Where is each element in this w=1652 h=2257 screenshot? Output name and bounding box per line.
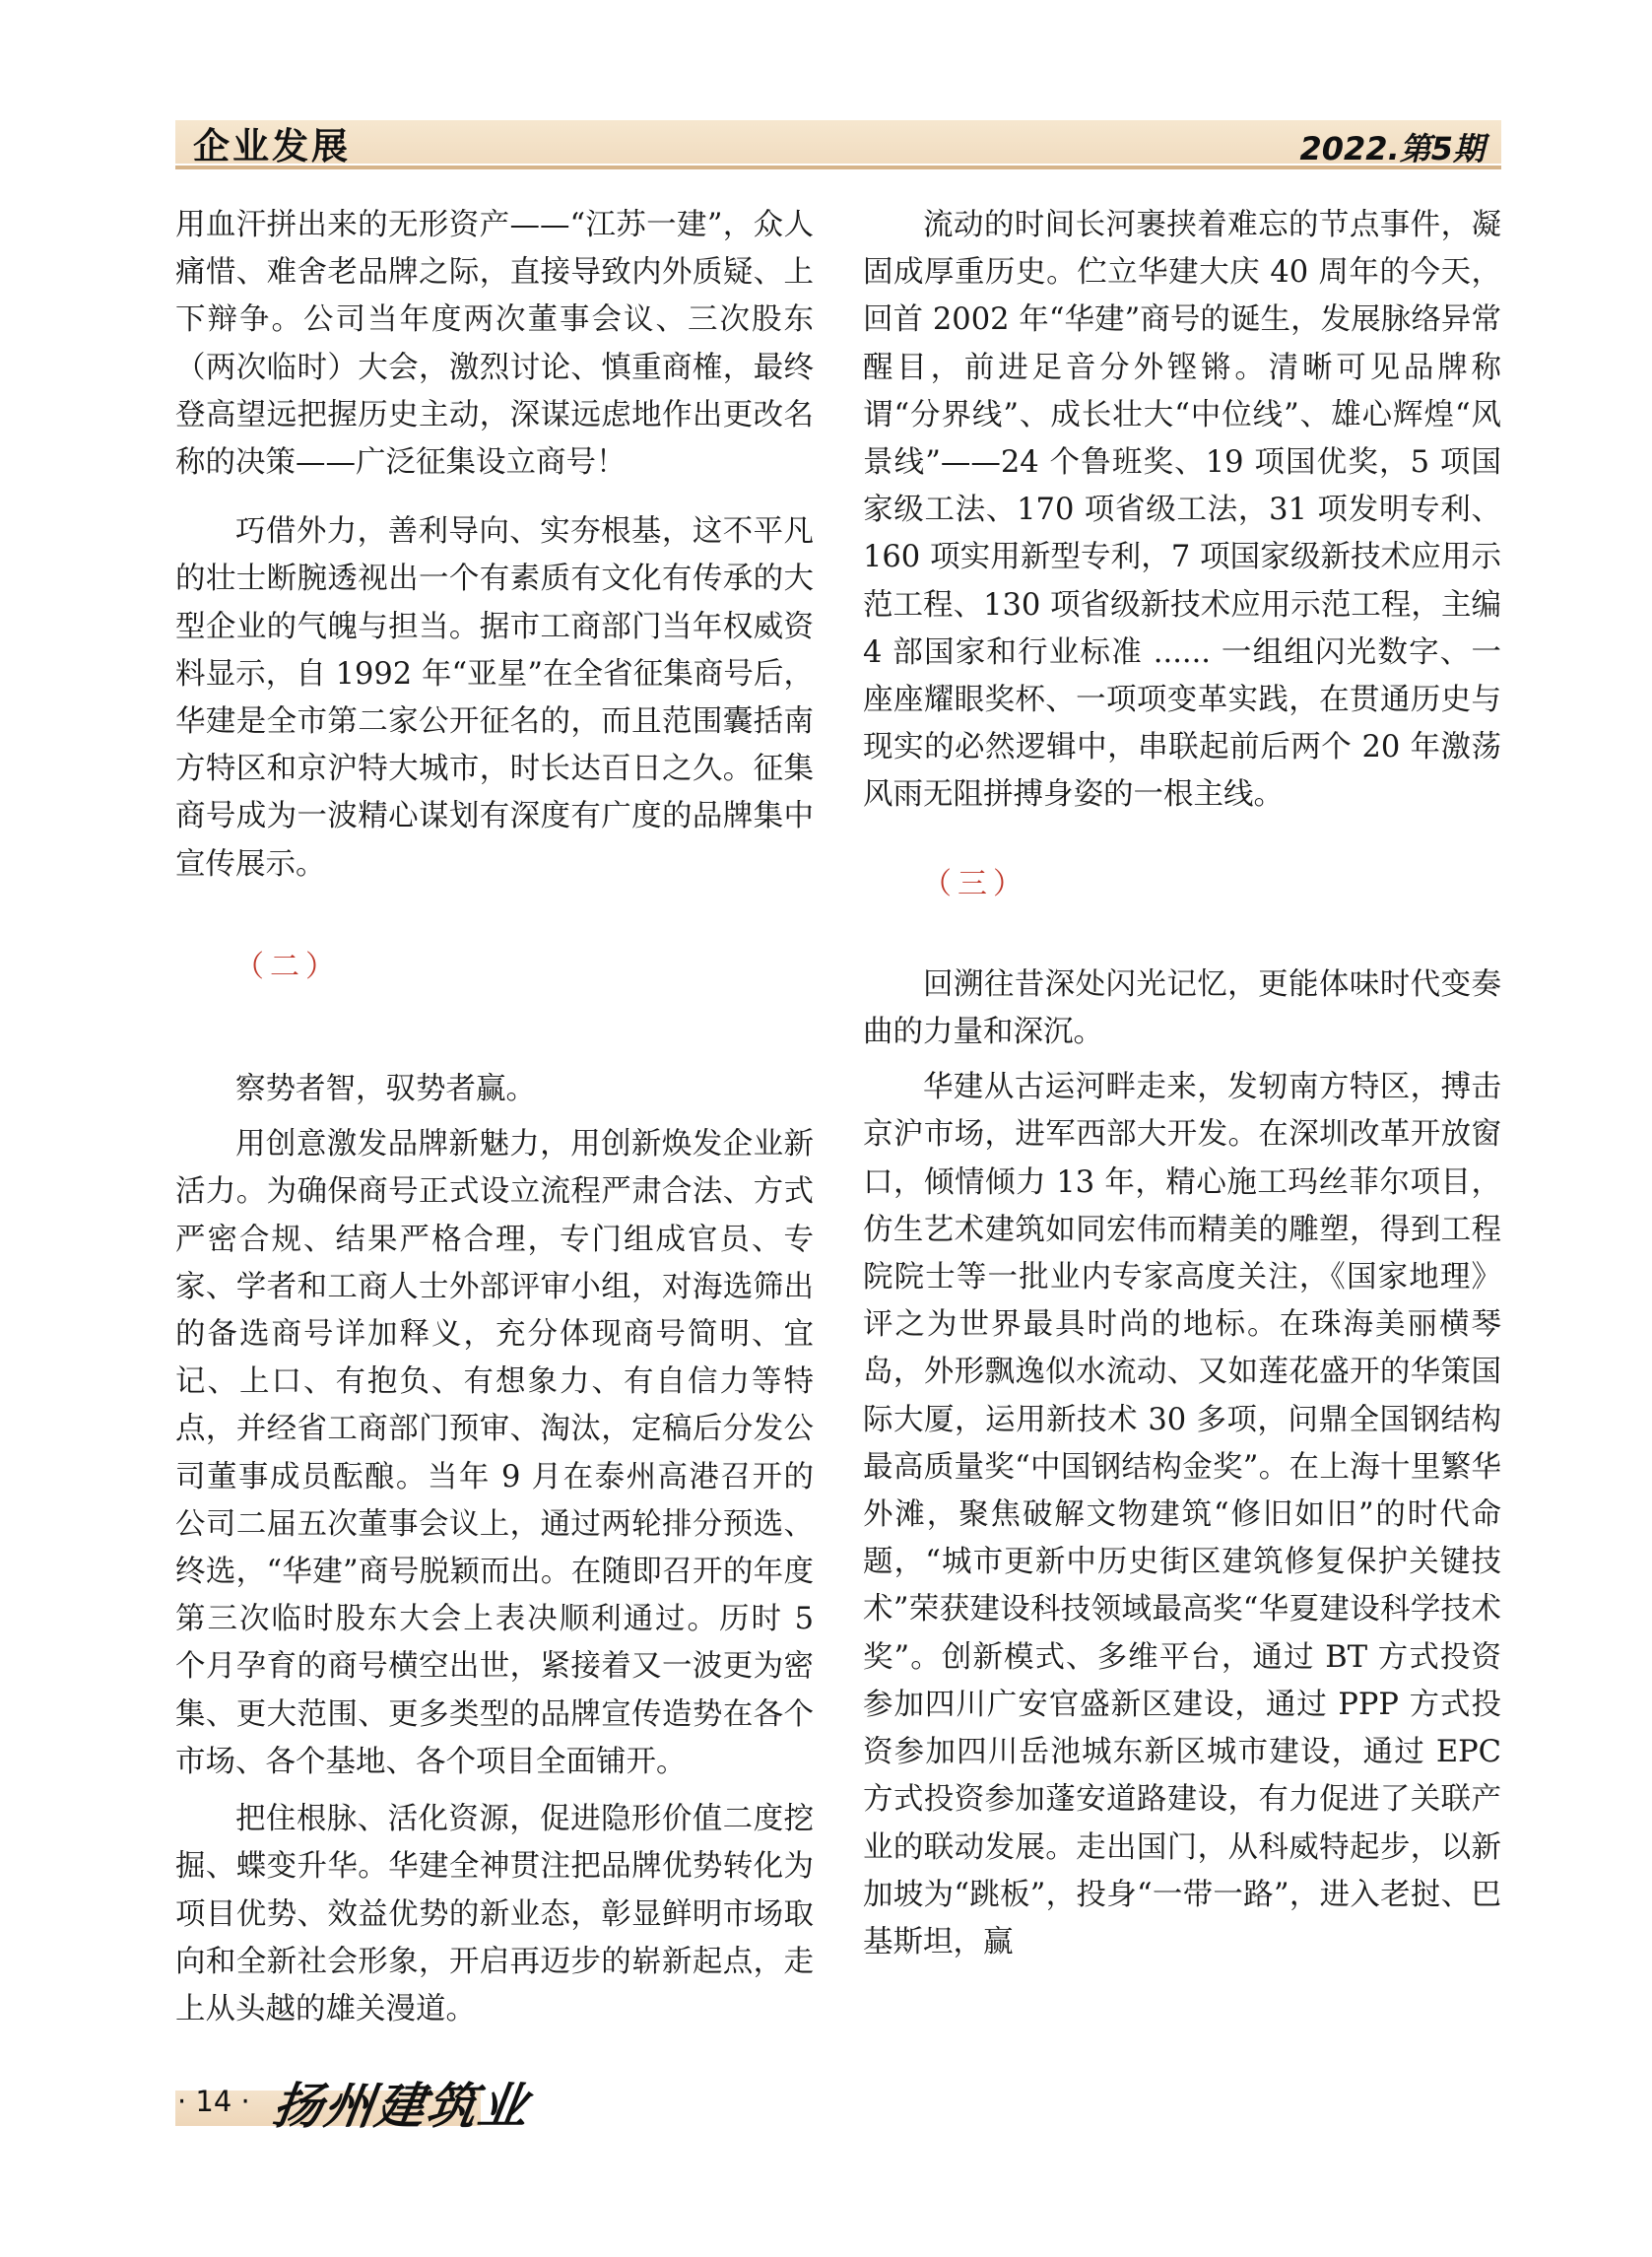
section-heading: （二） [234, 949, 341, 984]
right-column [863, 202, 1501, 1966]
paragraph: 流动的时间长河裹挟着难忘的节点事件，凝固成厚重历史。伫立华建大庆 40 周年的今天，回首 2002 年“华建”商号的诞生，发展脉络异常醒目，前进足音分外铿锵。清晰可见品牌称谓“分界线”、成长壮大“中位线”、雄心辉煌“风景线”——24 个鲁班奖、19 项国优奖，5 项国家级工法、170 项省级工法，31 项发明专利、160 项实用新型专利，7 项国家级新技术应用示范工程、130 项省级新技术应用示范工程，主编 4 部国家和行业标准 ...... 一组组闪光数字、一座座耀眼奖杯、一项项变革实践，在贯通历史与现实的必然逻辑中，串联起前后两个 20 年激荡风雨无阻拼搏身姿的一根主线。 [863, 208, 1501, 813]
paragraph: 察势者智，驭势者赢。 [235, 1072, 536, 1107]
section-heading: （三） [922, 866, 1028, 901]
paragraph: 巧借外力，善利导向、实夯根基，这不平凡的壮士断腕透视出一个有素质有文化有传承的大型企业的气魄与担当。据市工商部门当年权威资料显示，自 1992 年“亚星”在全省征集商号后，华建是全市第二家公开征名的，而且范围囊括南方特区和京沪特大城市，时长达百日之久。征集商号成为一波精心谋划有深度有广度的品牌集中宣传展示。 [175, 514, 814, 882]
paragraph: 回溯往昔深处闪光记忆，更能体味时代变奏曲的力量和深沉。 [863, 966, 1501, 1050]
page-number: · 14 · [177, 2085, 250, 2118]
paragraph: 用血汗拼出来的无形资产——“江苏一建”，众人痛惜、难舍老品牌之际，直接导致内外质疑、上下辩争。公司当年度两次董事会议、三次股东（两次临时）大会，激烈讨论、慎重商榷，最终登高望远把握历史主动，深谋远虑地作出更改名称的决策——广泛征集设立商号！ [175, 208, 814, 481]
magazine-logo: 扬州建筑业 [269, 2077, 534, 2135]
paragraph: 把住根脉、活化资源，促进隐形价值二度挖掘、蝶变升华。华建全神贯注把品牌优势转化为项目优势、效益优势的新业态，彰显鲜明市场取向和全新社会形象，开启再迈步的崭新起点，走上从头越的雄关漫道。 [175, 1802, 814, 2026]
paragraph: 华建从古运河畔走来，发轫南方特区，搏击京沪市场，进军西部大开发。在深圳改革开放窗口，倾情倾力 13 年，精心施工玛丝菲尔项目，仿生艺术建筑如同宏伟而精美的雕塑，得到工程院院士等一批业内专家高度关注，《国家地理》评之为世界最具时尚的地标。在珠海美丽横琴岛，外形飘逸似水流动、又如莲花盛开的华策国际大厦，运用新技术 30 多项，问鼎全国钢结构最高质量奖“中国钢结构金奖”。在上海十里繁华外滩，聚焦破解文物建筑“修旧如旧”的时代命题，“城市更新中历史街区建筑修复保护关键技术”荣获建设科技领域最高奖“华夏建设科学技术奖”。创新模式、多维平台，通过 BT 方式投资参加四川广安官盛新区建设，通过 PPP 方式投资参加四川岳池城东新区城市建设，通过 EPC 方式投资参加蓬安道路建设，有力促进了关联产业的联动发展。走出国门，从科威特起步，以新加坡为“跳板”，投身“一带一路”，进入老挝、巴基斯坦，赢 [863, 1070, 1501, 1959]
left-column [175, 202, 814, 2033]
section-title: 企业发展 [193, 125, 351, 167]
paragraph: 用创意激发品牌新魅力，用创新焕发企业新活力。为确保商号正式设立流程严肃合法、方式严密合规、结果严格合理，专门组成官员、专家、学者和工商人士外部评审小组，对海选筛出的备选商号详加释义，充分体现商号简明、宜记、上口、有抱负、有想象力、有自信力等特点，并经省工商部门预审、淘汰，定稿后分发公司董事成员酝酿。当年 9 月在泰州高港召开的公司二届五次董事会议上，通过两轮排分预选、终选，“华建”商号脱颖而出。在随即召开的年度第三次临时股东大会上表决顺利通过。历时 5 个月孕育的商号横空出世，紧接着又一波更为密集、更大范围、更多类型的品牌宣传造势在各个市场、各个基地、各个项目全面铺开。 [175, 1127, 814, 1779]
issue-number: 2022.第5期 [1299, 130, 1485, 167]
